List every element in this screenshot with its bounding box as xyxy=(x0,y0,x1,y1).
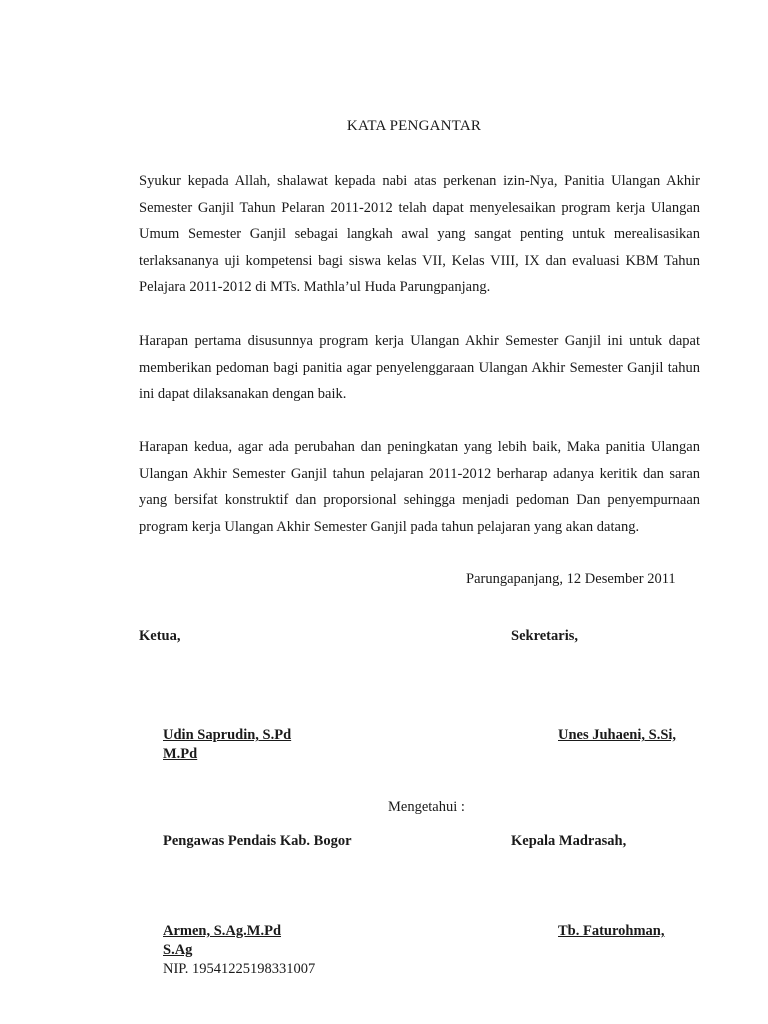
kepala-title: Kepala Madrasah, xyxy=(511,833,627,849)
paragraph-first-hope: Harapan pertama disusunnya program kerja Ulangan Akhir Semester Ganjil ini untuk dapat memberikan pedoman bagi panitia agar penyelenggaraan Ulangan Akhir Semester Ganjil tahun ini dapat dilaksanakan dengan baik. xyxy=(139,333,700,403)
ketua-name: Udin Saprudin, S.Pd xyxy=(163,727,292,743)
ketua-name-degree: M.Pd xyxy=(163,746,198,762)
pengawas-name-degree: S.Ag xyxy=(163,942,193,958)
kepala-name: Tb. Faturohman, xyxy=(558,923,665,939)
ketua-title: Ketua, xyxy=(139,628,181,644)
place-date: Parungapanjang, 12 Desember 2011 xyxy=(466,571,676,587)
sekretaris-title: Sekretaris, xyxy=(511,628,578,644)
document-title: KATA PENGANTAR xyxy=(346,118,482,134)
ketua-signature-block xyxy=(163,726,291,764)
pengawas-name: Armen, S.Ag.M.Pd xyxy=(163,923,282,939)
mengetahui-label: Mengetahui : xyxy=(388,799,465,815)
pengawas-title: Pengawas Pendais Kab. Bogor xyxy=(163,833,352,849)
pengawas-signature-block xyxy=(163,922,315,979)
sekretaris-name: Unes Juhaeni, S.Si, xyxy=(558,727,677,743)
paragraph-intro: Syukur kepada Allah, shalawat kepada nabi atas perkenan izin-Nya, Panitia Ulangan Akhir Semester Ganjil Tahun Pelaran 2011-2012 telah dapat menyelesaikan program kerja Ulangan Umum Semester Ganjil sebagai langkah awal yang sangat penting untuk merealisasikan terlaksananya uji kompetensi bagi siswa kelas VII, Kelas VIII, IX dan evaluasi KBM Tahun Pelajara 2011-2012 di MTs. Mathla’ul Huda Parungpanjang. xyxy=(139,173,700,296)
pengawas-nip: NIP. 19541225198331007 xyxy=(163,961,316,977)
paragraph-second-hope: Harapan kedua, agar ada perubahan dan peningkatan yang lebih baik, Maka panitia Ulangan Ulangan Akhir Semester Ganjil tahun pelajaran 2011-2012 berharap adanya keritik dan saran yang bersifat konstruktif dan proporsional sehingga menjadi pedoman Dan penyempurnaan program kerja Ulangan Akhir Semester Ganjil pada tahun pelajaran yang akan datang. xyxy=(139,439,700,535)
